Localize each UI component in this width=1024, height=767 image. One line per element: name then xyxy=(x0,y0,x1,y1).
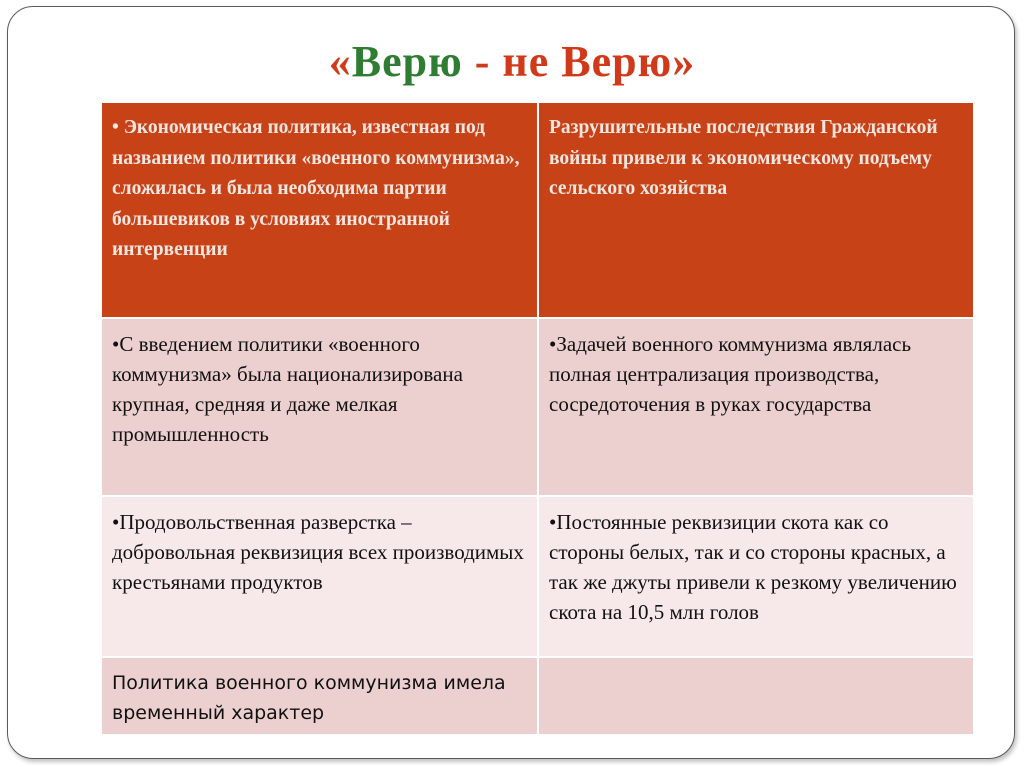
table-row xyxy=(101,657,974,735)
table-row xyxy=(101,496,974,657)
cell-believe: •Продовольственная разверстка – добровольная реквизиция всех производимых крестьянами продуктов xyxy=(101,496,538,657)
title-close-quote: » xyxy=(672,37,696,86)
cell-not-believe xyxy=(538,657,974,735)
comparison-table xyxy=(100,101,975,736)
cell-believe: •С введением политики «военного коммунизма» была национализирована крупная, средняя и даже мелкая промышленность xyxy=(101,318,538,496)
title-open-quote: « xyxy=(328,37,352,86)
cell-believe: • Экономическая политика, известная под названием политики «военного коммунизма», сложилась и была необходима партии большевиков в условиях иностранной интервенции xyxy=(101,102,538,318)
cell-not-believe: •Задачей военного коммунизма являлась полная централизация производства, сосредоточения в руках государства xyxy=(538,318,974,496)
table-row xyxy=(101,318,974,496)
table-row xyxy=(101,102,974,318)
cell-not-believe: Разрушительные последствия Гражданской войны привели к экономическому подъему сельского хозяйства xyxy=(538,102,974,318)
cell-not-believe: •Постоянные реквизиции скота как со стороны белых, так и со стороны красных, а так же джуты привели к резкому увеличению скота на 10,5 млн голов xyxy=(538,496,974,657)
title-word-believe: Верю xyxy=(351,37,463,86)
title-word-not-believe: не Верю xyxy=(502,37,673,86)
title-dash: - xyxy=(462,37,503,86)
slide-title xyxy=(0,36,1024,87)
cell-believe: Политика военного коммунизма имела временный характер xyxy=(101,657,538,735)
